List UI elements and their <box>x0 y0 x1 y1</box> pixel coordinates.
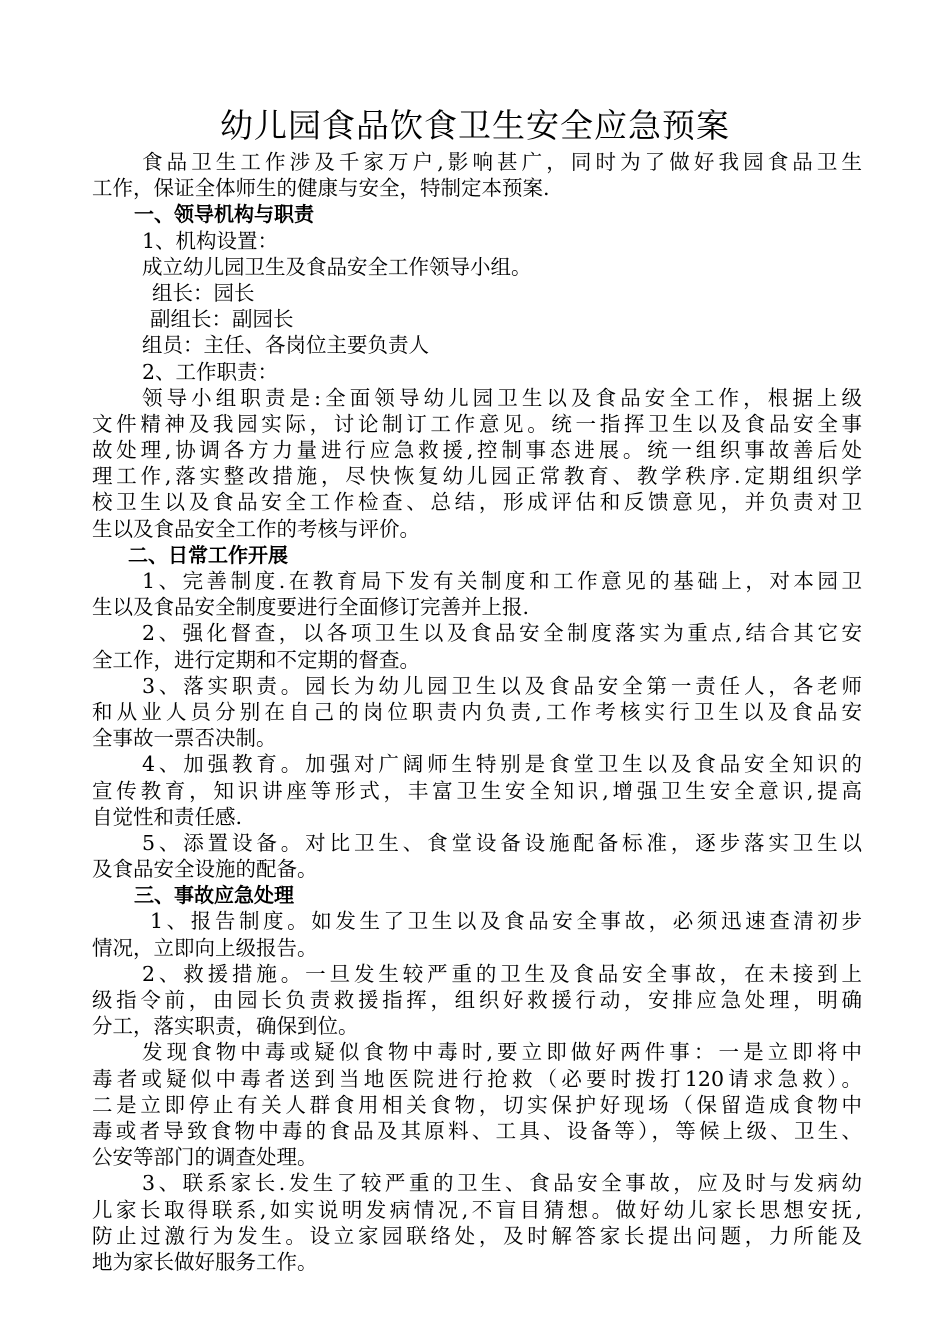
paragraph-line: 地为家长做好服务工作。 <box>92 1249 318 1274</box>
paragraph-line: 2、工作职责： <box>142 359 279 384</box>
paragraph-line: 情况，立即向上级报告。 <box>92 935 318 960</box>
paragraph-line: 副组长：副园长 <box>150 307 294 332</box>
paragraph-line: 2、强化督查，以各项卫生以及食品安全制度落实为重点,结合其它安 <box>142 621 862 646</box>
paragraph-line: 防止过激行为发生。设立家园联络处，及时解答家长提出问题，力所能及 <box>92 1223 862 1248</box>
paragraph-line: 3、落实职责。园长为幼儿园卫生以及食品安全第一责任人，各老师 <box>142 673 862 698</box>
paragraph-line: 1、完善制度.在教育局下发有关制度和工作意见的基础上，对本园卫 <box>142 569 862 593</box>
paragraph-line: 3、联系家长.发生了较严重的卫生、食品安全事故，应及时与发病幼 <box>142 1171 862 1196</box>
paragraph-line: 级指令前，由园长负责救援指挥，组织好救援行动，安排应急处理，明确 <box>92 988 862 1012</box>
section-heading: 一、领导机构与职责 <box>134 202 314 227</box>
paragraph-line: 及食品安全设施的配备。 <box>92 857 318 882</box>
paragraph-line: 二是立即停止有关人群食用相关食物，切实保护好现场（保留造成食物中 <box>92 1092 862 1117</box>
paragraph-line: 领导小组职责是:全面领导幼儿园卫生以及食品安全工作，根据上级 <box>142 385 862 410</box>
paragraph-line: 成立幼儿园卫生及食品安全工作领导小组。 <box>142 254 532 279</box>
paragraph-line: 组员：主任、各岗位主要负责人 <box>142 333 429 358</box>
paragraph-line: 和从业人员分别在自己的岗位职责内负责,工作考核实行卫生以及食品安 <box>92 699 862 724</box>
paragraph-line: 发现食物中毒或疑似食物中毒时,要立即做好两件事：一是立即将中 <box>142 1040 862 1065</box>
paragraph-line: 4、加强教育。加强对广阔师生特别是食堂卫生以及食品安全知识的 <box>142 752 862 777</box>
paragraph-line: 毒或者导致食物中毒的食品及其原料、工具、设备等），等候上级、卫生、 <box>92 1118 862 1143</box>
paragraph-line: 校卫生以及食品安全工作检查、总结，形成评估和反馈意见，并负责对卫 <box>92 490 862 515</box>
paragraph-line: 全工作，进行定期和不定期的督查。 <box>92 647 420 672</box>
paragraph-line: 毒者或疑似中毒者送到当地医院进行抢救（必要时拨打120请求急救）。 <box>92 1066 862 1091</box>
paragraph-line: 公安等部门的调查处理。 <box>92 1145 318 1170</box>
paragraph-line: 宣传教育，知识讲座等形式，丰富卫生安全知识,增强卫生安全意识,提高 <box>92 778 862 803</box>
section-heading: 二、日常工作开展 <box>128 542 288 567</box>
paragraph-line: 生以及食品安全工作的考核与评价。 <box>92 516 420 541</box>
paragraph-line: 生以及食品安全制度要进行全面修订完善并上报. <box>92 595 530 620</box>
paragraph-line: 2、救援措施。一旦发生较严重的卫生及食品安全事故，在未接到上 <box>142 961 862 986</box>
paragraph-line: 儿家长取得联系,如实说明发病情况,不盲目猜想。做好幼儿家长思想安抚, <box>92 1197 862 1222</box>
paragraph-line: 工作，保证全体师生的健康与安全，特制定本预案. <box>92 176 550 201</box>
paragraph-line: 组长：园长 <box>152 280 255 305</box>
paragraph-line: 故处理,协调各方力量进行应急救援,控制事态进展。统一组织事故善后处 <box>92 438 862 463</box>
section-heading: 三、事故应急处理 <box>134 883 294 908</box>
paragraph-line: 理工作,落实整改措施，尽快恢复幼儿园正常教育、教学秩序.定期组织学 <box>92 464 862 489</box>
paragraph-line: 分工，落实职责，确保到位。 <box>92 1014 359 1039</box>
paragraph-line: 1、报告制度。如发生了卫生以及食品安全事故，必须迅速查清初步 <box>150 909 862 934</box>
document-title: 幼儿园食品饮食卫生安全应急预案 <box>220 106 730 145</box>
paragraph-line: 5、添置设备。对比卫生、食堂设备设施配备标准，逐步落实卫生以 <box>142 830 862 855</box>
paragraph-line: 1、机构设置： <box>142 228 279 253</box>
paragraph-line: 文件精神及我园实际，讨论制订工作意见。统一指挥卫生以及食品安全事 <box>92 411 862 436</box>
paragraph-line: 食品卫生工作涉及千家万户,影响甚广，同时为了做好我园食品卫生 <box>142 150 862 174</box>
paragraph-line: 自觉性和责任感. <box>92 804 243 829</box>
paragraph-line: 全事故一票否决制。 <box>92 726 277 751</box>
document-body <box>92 149 862 1275</box>
